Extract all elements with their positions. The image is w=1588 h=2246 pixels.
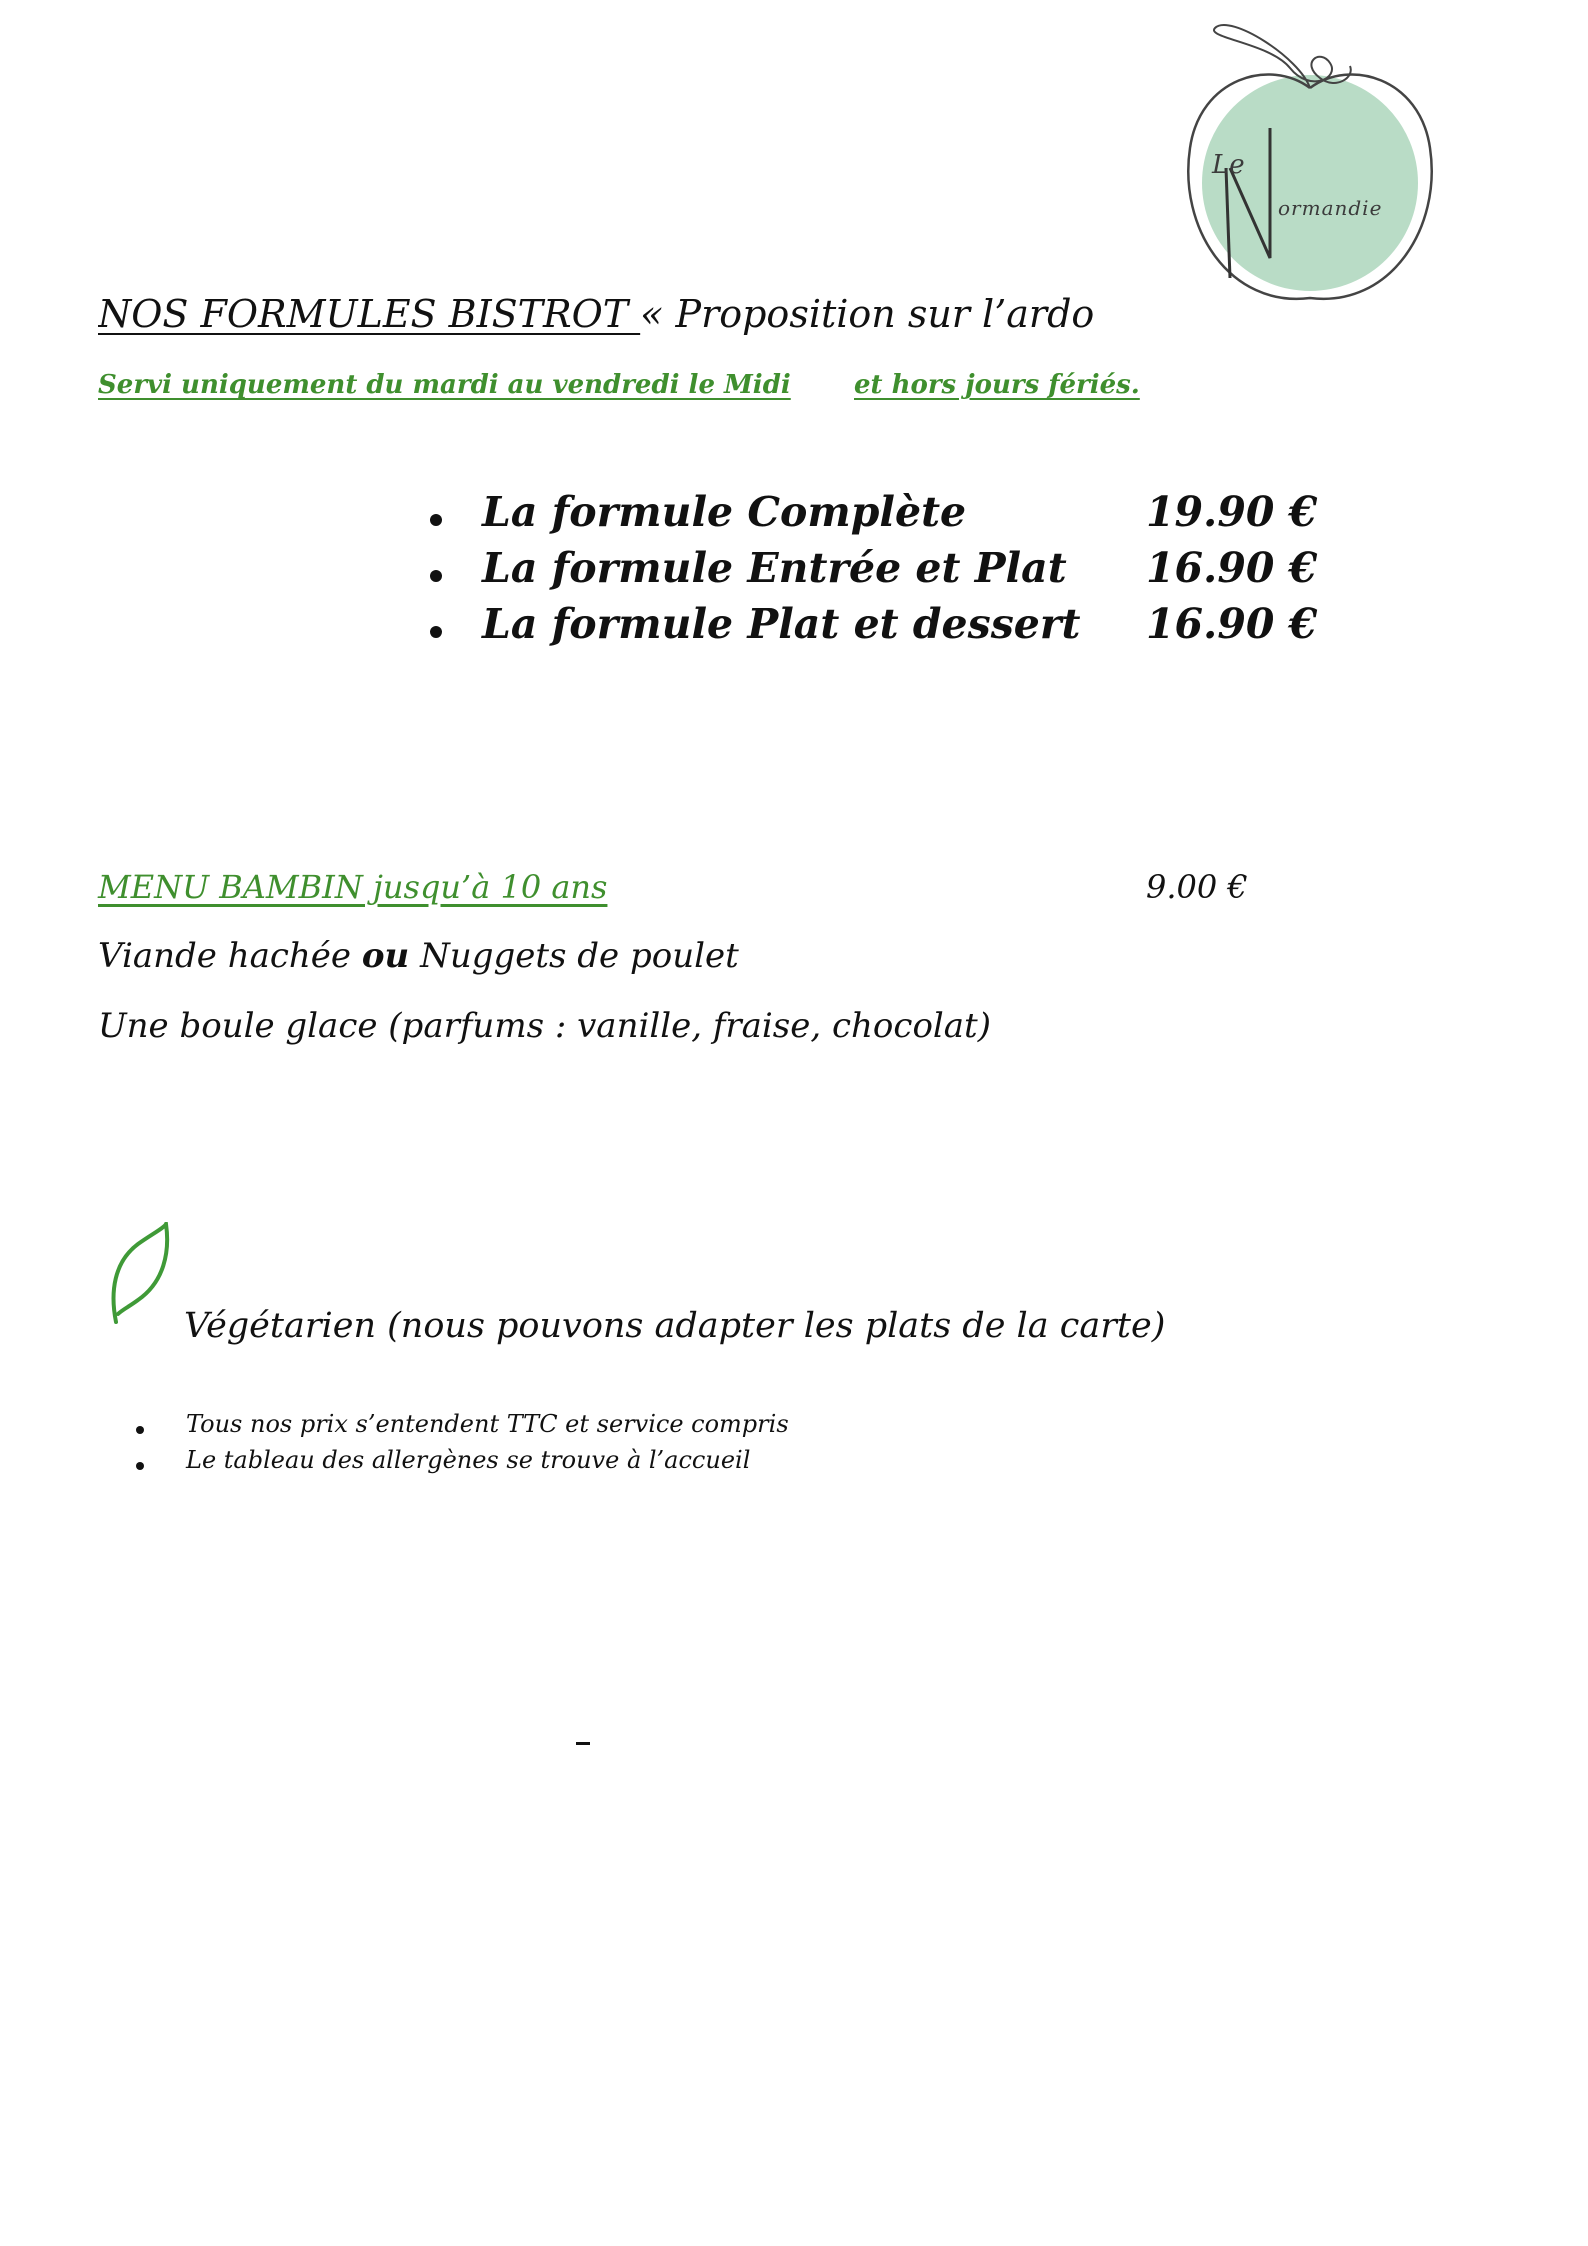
bambin-menu-title: MENU BAMBIN jusqu’à 10 ans (98, 868, 608, 906)
service-holidays-note: et hors jours fériés. (854, 370, 1140, 400)
formule-label: La formule Plat et dessert (482, 600, 1081, 648)
formule-price: 19.90 € (1146, 488, 1318, 536)
bambin-dish-option-1: Viande hachée (98, 936, 362, 976)
allergen-note: Le tableau des allergènes se trouve à l’accueil (186, 1446, 751, 1474)
leaf-icon (108, 1222, 170, 1326)
bambin-menu-price: 9.00 € (1146, 868, 1248, 906)
page-header (98, 292, 1118, 336)
logo-text-le: Le (1212, 150, 1245, 180)
logo-text-normandie: ormandie (1278, 196, 1383, 220)
bambin-dish-option-2: Nuggets de poulet (409, 936, 739, 976)
bullet-icon (136, 1426, 144, 1434)
vegetarian-note: Végétarien (nous pouvons adapter les plats de la carte) (184, 1306, 1166, 1346)
bambin-dessert: Une boule glace (parfums : vanille, fraise, chocolat) (98, 1006, 991, 1046)
apple-logo-icon (1160, 18, 1460, 318)
page-subtitle: « Proposition sur l’ardo (640, 292, 1095, 336)
formule-label: La formule Complète (482, 488, 967, 536)
restaurant-logo (1160, 18, 1460, 318)
bambin-main-dish (98, 936, 739, 976)
stray-dash (576, 1742, 590, 1745)
bullet-icon (136, 1462, 144, 1470)
bullet-icon (430, 570, 442, 582)
page-title: NOS FORMULES BISTROT (98, 292, 641, 336)
formule-price: 16.90 € (1146, 600, 1318, 648)
formule-price: 16.90 € (1146, 544, 1318, 592)
formule-label: La formule Entrée et Plat (482, 544, 1067, 592)
bullet-icon (430, 626, 442, 638)
price-note: Tous nos prix s’entendent TTC et service compris (186, 1410, 789, 1438)
service-days-note: Servi uniquement du mardi au vendredi le Midi (98, 370, 791, 400)
bullet-icon (430, 514, 442, 526)
bambin-dish-or: ou (361, 936, 410, 976)
